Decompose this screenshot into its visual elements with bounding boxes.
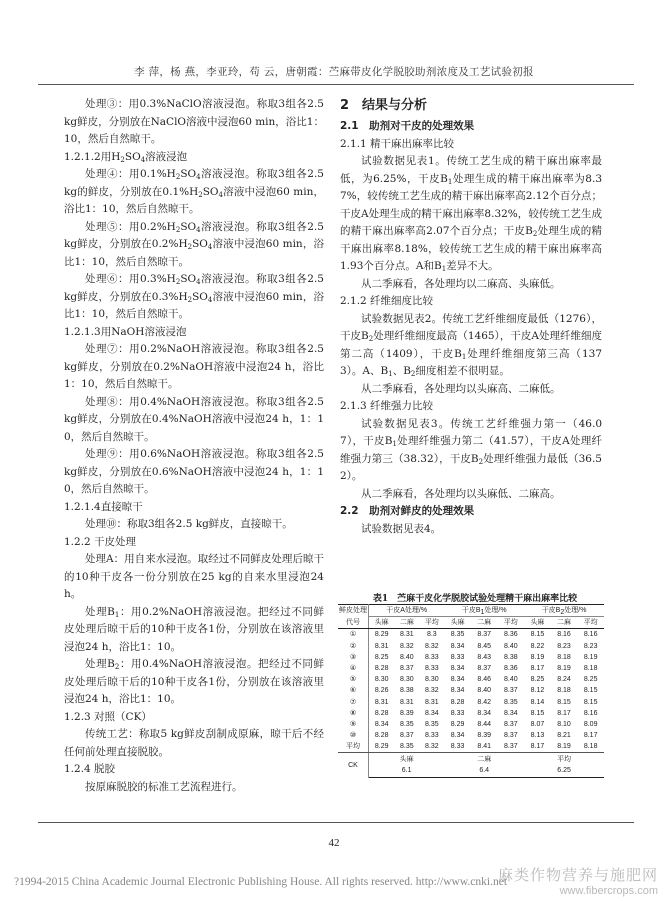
table-cell: 8.33 — [425, 732, 439, 740]
paragraph-left-2: 处理④：用$0.1\%H_2SO_4$溶液浸泡。称取3组各2.5 kg的鲜皮，分别放在$0.1\%H_2SO_4$溶液中浸泡60 min，浴比1：10，然后自然晾干。 — [64, 168, 324, 215]
heading-left-9: 1.2.1.4直接晾干 — [64, 500, 143, 513]
table-header-row — [338, 605, 604, 617]
table-cell: 8.34 — [477, 709, 491, 717]
table-cell: 8.37 — [477, 631, 491, 639]
table-cell: 8.32 — [400, 642, 414, 650]
table-cell: 8.28 — [450, 698, 465, 706]
table-cell: 8.15 — [530, 709, 545, 717]
table-row — [338, 641, 604, 652]
table-cell: ⑧ — [338, 708, 369, 719]
table-cell: 8.32 — [425, 642, 439, 650]
table-cell: 8.39 — [477, 732, 491, 740]
table-cell: 8.23 — [557, 642, 571, 650]
table-cell: ⑦ — [338, 697, 369, 708]
paragraph-left-0: 处理③：用0.3%NaClO溶液浸泡。称取3组各2.5 kg鲜皮，分别放在NaClO溶液中浸泡60 min，浴比1：10，然后自然晾干。 — [64, 98, 324, 145]
table-cell: 8.26 — [374, 687, 389, 695]
table-cell: 8.15 — [557, 698, 571, 706]
table-cell: 8.37 — [503, 732, 518, 740]
table-ck-value: 6.25 — [524, 765, 604, 778]
table-cell: 8.24 — [557, 676, 571, 684]
paragraph-right-3: 试验数据见表1。传统工艺生成的精干麻出麻率最低，为6.25%，干皮$B_1$处理生成的精干麻出麻率为8.37%，较传统工艺生成的精干麻出麻率高2.12个百分点；干皮A处理生成的精干麻出麻率8.32%，较传统工艺生成的精干麻出麻率高2.07个百分点；干皮$B_2$处理生成的精干麻出麻率8.18%，较传统工艺生成的精干麻出麻率高1.93个百分点。A和$B_1$差异不大。 — [340, 155, 602, 273]
paragraph-left-13: 处理$B_1$：用0.2%NaOH溶液浸泡。把经过不同鲜皮处理后晾干后的10种干皮各1份，分别放在该溶液里浸泡24 h，浴比1：10。 — [64, 605, 325, 653]
table-average-row — [338, 741, 604, 753]
table-cell: 8.30 — [400, 676, 414, 684]
header-rule — [38, 84, 634, 85]
table-cell: ② — [338, 641, 369, 652]
table-header-cell: 头麻 — [524, 617, 551, 629]
table-cell: 8.37 — [400, 665, 414, 673]
table-cell: 8.33 — [425, 653, 439, 661]
table-cell: 8.3 — [426, 631, 437, 639]
copyright-footer: ?1994-2015 China Academic Journal Electronic Publishing House. All rights reserved. http://www.cnki.net — [14, 876, 508, 888]
table-cell: 8.38 — [400, 687, 414, 695]
table-cell: 8.23 — [583, 642, 598, 650]
table-cell: 8.37 — [503, 720, 518, 728]
paragraph-left-12: 处理A：用自来水浸泡。取经过不同鲜皮处理后晾干的10种干皮各一份分别放在25 kg的自来水里浸泡24 h。 — [64, 553, 324, 600]
table-cell: 8.19 — [551, 741, 578, 753]
table-cell: 8.39 — [400, 709, 414, 717]
table-header-group: 干皮A处理/% — [369, 605, 445, 617]
table-cell: 8.40 — [477, 687, 491, 695]
table-cell: 8.38 — [503, 653, 518, 661]
table-cell: 8.18 — [583, 665, 598, 673]
heading-right-5: 2.1.2 纤维细度比较 — [340, 295, 434, 307]
table-cell: 8.45 — [477, 642, 491, 650]
table-ck-cell: CK — [338, 753, 369, 777]
table-cell: 8.40 — [400, 653, 414, 661]
table-cell: 8.19 — [557, 665, 571, 673]
table-cell: 8.34 — [450, 642, 465, 650]
table-subheader-row — [338, 617, 604, 629]
table-row — [338, 708, 604, 719]
table-cell: 8.21 — [557, 732, 571, 740]
table-cell: 8.43 — [477, 653, 491, 661]
table-cell: 8.40 — [503, 642, 518, 650]
watermark-cn: 麻类作物营养与施肥网 — [497, 866, 658, 884]
table-header-cell: 二麻 — [551, 617, 578, 629]
table-header-cell: 平均 — [497, 617, 524, 629]
heading-right-2: 2.1.1 精干麻出麻率比较 — [340, 137, 455, 150]
table-header-cell: 平均 — [577, 617, 604, 629]
page-number: 42 — [328, 837, 340, 849]
table-header-cell: 二麻 — [471, 617, 498, 629]
table-cell: 8.33 — [450, 653, 465, 661]
table-cell: 8.34 — [450, 687, 465, 695]
table-cell: 8.32 — [419, 741, 444, 753]
table-cell: 8.31 — [425, 698, 439, 706]
table-cell: 8.33 — [444, 741, 471, 753]
table-cell: 8.25 — [530, 676, 545, 684]
table-cell: 8.31 — [400, 631, 414, 639]
table-cell: 8.29 — [450, 720, 465, 728]
table-cell: 8.35 — [450, 631, 465, 639]
table-cell: 8.17 — [524, 741, 551, 753]
table-cell: 8.37 — [497, 741, 524, 753]
table-cell: 8.25 — [583, 676, 598, 684]
table-cell: 8.37 — [503, 687, 518, 695]
heading-left-1: 1.2.1.2用$H_2SO_4$溶液浸泡 — [64, 150, 188, 164]
table-cell: 8.34 — [450, 732, 465, 740]
table-cell: 8.35 — [503, 698, 518, 706]
table-ck-value-row — [338, 765, 604, 778]
table-cell: 8.18 — [557, 653, 571, 661]
table-cell: 8.40 — [503, 676, 518, 684]
table-cell: 8.34 — [450, 676, 465, 684]
heading-left-5: 1.2.1.3用NaOH溶液浸泡 — [64, 325, 187, 338]
paragraph-left-3: 处理⑤：用$0.2\%H_2SO_4$溶液浸泡。称取3组各2.5 kg鲜皮，分别放在$0.2\%H_2SO_4$溶液中浸泡60 min，浴比1：10，然后自然晾干。 — [64, 220, 324, 268]
table-cell: 8.41 — [471, 741, 498, 753]
table-ck-value: 6.4 — [444, 765, 524, 778]
table-cell: 8.19 — [583, 653, 598, 661]
heading-right-11: 2.2 助剂对鲜皮的处理效果 — [340, 505, 475, 517]
table-cell: 8.15 — [583, 698, 598, 706]
table-cell: ① — [338, 629, 369, 641]
heading-right-8: 2.1.3 纤维强力比较 — [340, 400, 434, 412]
table-header-cell: 二麻 — [394, 617, 419, 629]
paragraph-right-4: 从二季麻看，各处理均以二麻高、头麻低。 — [361, 277, 561, 290]
table-cell: 8.36 — [503, 665, 518, 673]
table-row — [338, 719, 604, 730]
table-header-cell: 头麻 — [444, 617, 471, 629]
table-ck-value: 6.1 — [369, 765, 445, 778]
left-column — [64, 96, 324, 796]
table-header-cell: 平均 — [419, 617, 444, 629]
table-row — [338, 652, 604, 663]
table-cell: 8.42 — [477, 698, 491, 706]
table-cell: 8.31 — [374, 642, 389, 650]
table-cell: 8.34 — [425, 709, 439, 717]
table-cell: 8.31 — [374, 698, 389, 706]
table-cell: 8.09 — [583, 720, 598, 728]
table-header-group: 干皮$B_1$处理/% — [444, 605, 524, 617]
table-cell: 8.31 — [400, 698, 414, 706]
table-cell: ④ — [338, 663, 369, 674]
table-cell: 8.34 — [503, 709, 518, 717]
table-cell: 8.32 — [425, 687, 439, 695]
table-cell: 8.13 — [530, 732, 545, 740]
table-cell: 8.46 — [477, 676, 491, 684]
table-cell: 8.28 — [374, 709, 389, 717]
table-caption: 表1 苎麻干皮化学脱胶试验处理精干麻出麻率比较 — [372, 594, 578, 604]
paragraph-right-7: 从二季麻看，各处理均以头麻高、二麻低。 — [361, 382, 561, 395]
heading-right-1: 2.1 助剂对干皮的处理效果 — [340, 120, 475, 132]
table-cell: 8.30 — [425, 676, 439, 684]
table-cell: 8.28 — [374, 665, 389, 673]
table-cell: 8.18 — [577, 741, 604, 753]
table-cell: ③ — [338, 652, 369, 663]
table-cell: 8.35 — [425, 720, 439, 728]
table-cell: 8.17 — [583, 732, 598, 740]
table-cell: 平均 — [338, 741, 369, 753]
heading-right-0: 2 结果与分析 — [340, 98, 428, 113]
table-header-group: 干皮$B_2$处理/% — [524, 605, 604, 617]
running-header: 李 萍，杨 燕，李亚玲，苟 云，唐朝霞：苎麻带皮化学脱胶助剂浓度及工艺试验初报 — [134, 66, 534, 78]
table-cell: 8.30 — [374, 676, 389, 684]
table-cell: 8.17 — [530, 665, 545, 673]
table-cell: ⑩ — [338, 730, 369, 741]
table-cell: 8.34 — [450, 665, 465, 673]
table-cell: 8.37 — [477, 665, 491, 673]
paragraph-right-12: 试验数据见表4。 — [361, 522, 442, 535]
right-column — [340, 96, 602, 538]
paragraph-left-14: 处理$B_2$：用0.4%NaOH溶液浸泡。把经过不同鲜皮处理后晾干后的10种干皮各1份，分别放在该溶液里浸泡24 h，浴比1：10。 — [64, 658, 325, 705]
table-1 — [338, 604, 604, 778]
paragraph-left-6: 处理⑦：用0.2%NaOH溶液浸泡。称取3组各2.5 kg鲜皮，分别放在0.2%NaOH溶液中浸泡24 h，浴比1：10，然后自然晾干。 — [64, 343, 324, 390]
table-row — [338, 697, 604, 708]
table-header-cell: 头麻 — [369, 617, 395, 629]
table-cell: 8.15 — [530, 631, 545, 639]
table-cell: 8.33 — [425, 665, 439, 673]
table-cell: 8.12 — [530, 687, 545, 695]
table-cell: ⑨ — [338, 719, 369, 730]
table-cell: 8.36 — [503, 631, 518, 639]
table-row — [338, 629, 604, 641]
table-cell: 8.25 — [374, 653, 389, 661]
table-row — [338, 730, 604, 741]
paragraph-right-9: 试验数据见表3。传统工艺纤维强力第一（46.07），干皮$B_1$处理纤维强力第二（41.57），干皮A处理纤维强力第三（38.32），干皮$B_2$处理纤维强力最低（36.52）。 — [340, 417, 602, 482]
table-row — [338, 685, 604, 696]
table-row — [338, 674, 604, 685]
table-cell: 8.22 — [530, 642, 545, 650]
table-cell: 8.15 — [583, 687, 598, 695]
paragraph-right-10: 从二季麻看，各处理均以头麻低、二麻高。 — [361, 487, 561, 500]
table-cell: 8.07 — [530, 720, 545, 728]
table-row — [338, 663, 604, 674]
watermark-url: www.fibercrops.com — [559, 885, 658, 897]
table-ck-label-row — [338, 753, 604, 765]
table-cell: 8.10 — [557, 720, 571, 728]
table-ck-label: 头麻 — [399, 755, 414, 763]
footer-rule — [38, 822, 634, 823]
table-ck-label: 平均 — [557, 755, 572, 763]
table-cell: 8.16 — [583, 709, 598, 717]
heading-left-15: 1.2.3 对照（CK） — [64, 710, 152, 723]
table-cell: 8.35 — [394, 741, 419, 753]
table-cell: ⑥ — [338, 685, 369, 696]
table-cell: 8.16 — [557, 631, 571, 639]
paragraph-left-10: 处理⑩：称取3组各2.5 kg鲜皮，直接晾干。 — [85, 518, 293, 530]
table-header-cell: 鲜皮处理 — [338, 605, 369, 617]
paragraph-left-18: 按原麻脱胶的标准工艺流程进行。 — [85, 780, 243, 793]
table-cell: 8.34 — [374, 720, 389, 728]
watermark — [498, 864, 658, 897]
table-cell: 8.18 — [557, 687, 571, 695]
heading-left-11: 1.2.2 干皮处理 — [64, 535, 137, 548]
table-header-cell: 代号 — [338, 617, 369, 629]
table-cell: 8.19 — [530, 653, 545, 661]
table-cell: 8.29 — [374, 631, 389, 639]
table-ck-label: 二麻 — [477, 755, 492, 763]
paragraph-left-16: 传统工艺：称取5 kg鲜皮刮制成原麻，晾干后不经任何前处理直接脱胶。 — [64, 728, 324, 758]
paragraph-left-8: 处理⑨：用0.6%NaOH溶液浸泡。称取3组各2.5 kg鲜皮，分别放在0.6%NaOH溶液中浸泡24 h，1：10，然后自然晾干。 — [64, 448, 324, 495]
paragraph-right-6: 试验数据见表2。传统工艺纤维细度最低（1276），干皮$B_2$处理纤维细度最高（1465），干皮A处理纤维细度第二高（1409），干皮$B_1$处理纤维细度第三高（1373）。A、$B_1$、$B_2$细度相差不很明显。 — [340, 312, 603, 378]
table-cell: 8.17 — [557, 709, 571, 717]
table-cell: ⑤ — [338, 674, 369, 685]
table-cell: 8.29 — [369, 741, 395, 753]
table-cell: 8.37 — [400, 732, 414, 740]
table-cell: 8.28 — [374, 732, 389, 740]
table-cell: 8.14 — [530, 698, 545, 706]
paragraph-left-7: 处理⑧：用0.4%NaOH溶液浸泡。称取3组各2.5 kg鲜皮，分别放在0.4%NaOH溶液中浸泡24 h，1：10，然后自然晾干。 — [64, 395, 324, 443]
table-cell: 8.35 — [400, 720, 414, 728]
table-cell: 8.44 — [477, 720, 491, 728]
table-cell: 8.16 — [583, 631, 598, 639]
table-cell: 8.33 — [450, 709, 465, 717]
heading-left-17: 1.2.4 脱胶 — [64, 763, 116, 775]
paragraph-left-4: 处理⑥：用$0.3\%H_2SO_4$溶液浸泡。称取3组各2.5 kg鲜皮，分别放在$0.3\%H_2SO_4$溶液中浸泡60 min，浴比1：10，然后自然晾干。 — [64, 273, 324, 320]
